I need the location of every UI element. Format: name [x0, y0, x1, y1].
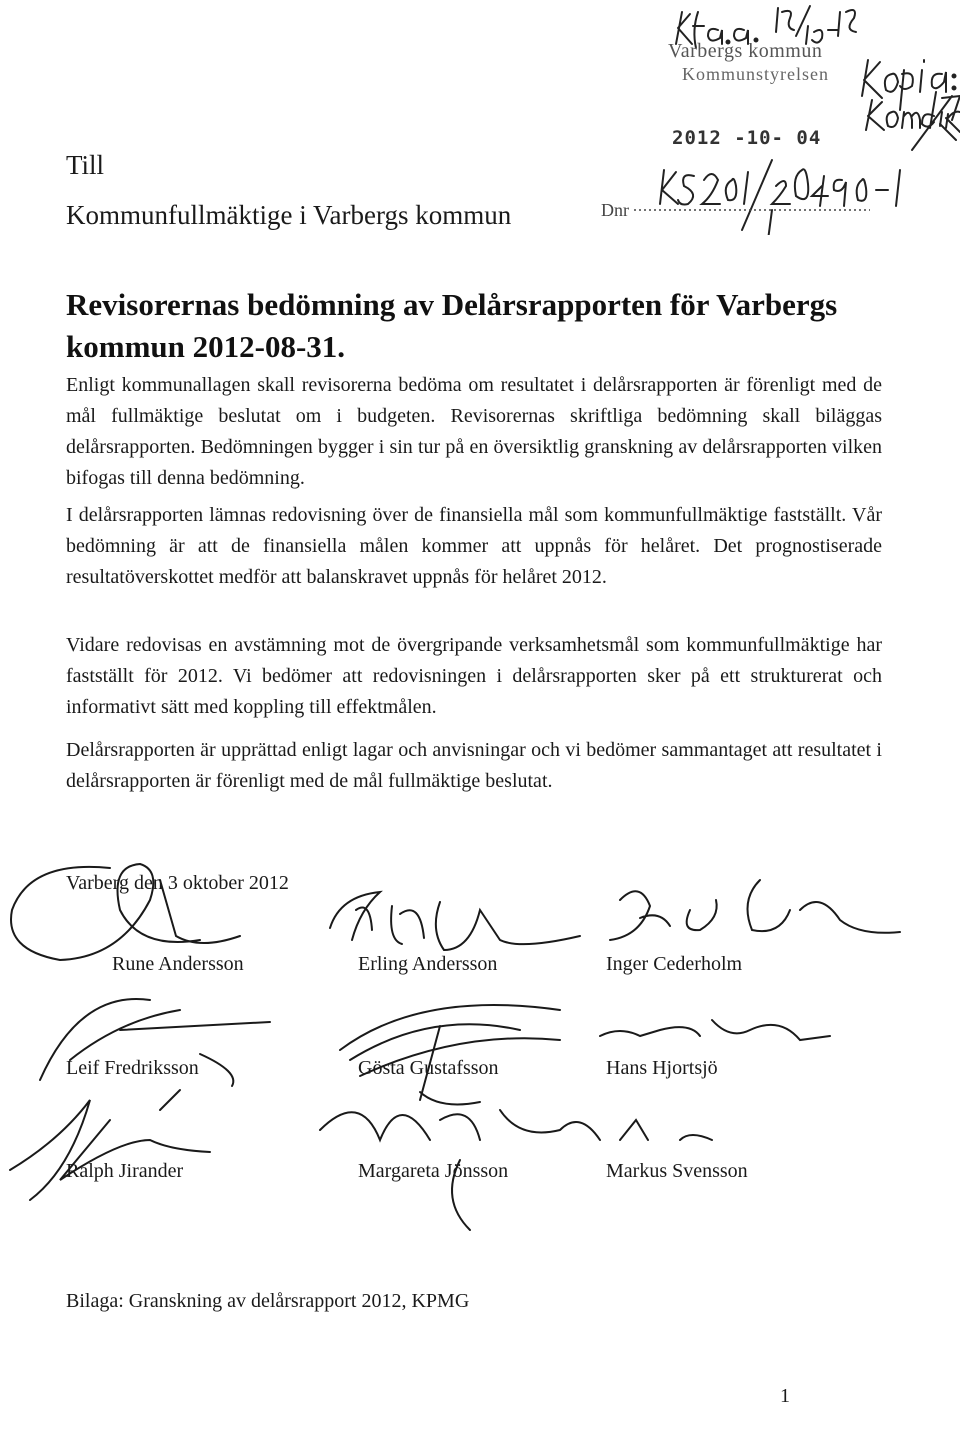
signatory-name: Markus Svensson	[606, 1160, 748, 1182]
recipient-label: Till	[66, 150, 105, 180]
attachment-note: Bilaga: Granskning av delårsrapport 2012, KPMG	[66, 1290, 470, 1312]
stamp-department: Kommunstyrelsen	[682, 64, 829, 84]
stamp-dnr-label: Dnr	[601, 200, 629, 220]
stamp-date: 2012 -10- 04	[672, 127, 822, 149]
signatory-name: Hans Hjortsjö	[606, 1057, 718, 1079]
signatory-name: Rune Andersson	[112, 953, 244, 975]
stamp-handwriting	[600, 0, 960, 235]
signatory-name: Margareta Jönsson	[358, 1160, 509, 1182]
signatory-name: Inger Cederholm	[606, 953, 743, 975]
body-paragraph: I delårsrapporten lämnas redovisning över de finansiella mål som kommunfullmäktige fastställt. Vår bedömning är att de finansiella målen kommer att uppnås för helåret. Det prognostiserade resultatöverskottet medför att balanskravet uppnås för helåret 2012.	[66, 504, 882, 588]
signatory-name: Ralph Jirander	[66, 1160, 184, 1182]
recipient-name: Kommunfullmäktige i Varbergs kommun	[66, 200, 512, 230]
stamp-organization: Varbergs kommun	[668, 40, 823, 62]
body-paragraph: Enligt kommunallagen skall revisorerna bedöma om resultatet i delårsrapporten är förenligt med de mål fullmäktige beslutat om i budgeten. Revisorernas skriftliga bedömning skall biläggas delårsrapporten. Bedömningen bygger i sin tur på en översiktlig granskning av delårsrapporten vilken bifogas till denna bedömning.	[66, 374, 882, 489]
body-paragraph: Vidare redovisas en avstämning mot de övergripande verksamhetsmål som kommunfullmäktige har fastställt för 2012. Vi bedömer att redovisningen i delårsrapporten sker på ett strukturerat och informativt sätt med koppling till effektmålen.	[66, 634, 882, 718]
registration-stamp	[600, 0, 960, 235]
document-heading: Revisorernas bedömning av Delårsrapporten för Varbergs kommun 2012-08-31.	[66, 287, 838, 364]
signatory-name: Gösta Gustafsson	[358, 1057, 499, 1079]
signing-place-date: Varberg den 3 oktober 2012	[66, 872, 289, 894]
signatory-name: Erling Andersson	[358, 953, 498, 975]
body-paragraph: Delårsrapporten är upprättad enligt lagar och anvisningar och vi bedömer sammantaget att resultatet i delårsrapporten är förenligt med de mål fullmäktige beslutat.	[66, 739, 882, 792]
page-number: 1	[780, 1385, 790, 1407]
signatory-name: Leif Fredriksson	[66, 1057, 199, 1079]
